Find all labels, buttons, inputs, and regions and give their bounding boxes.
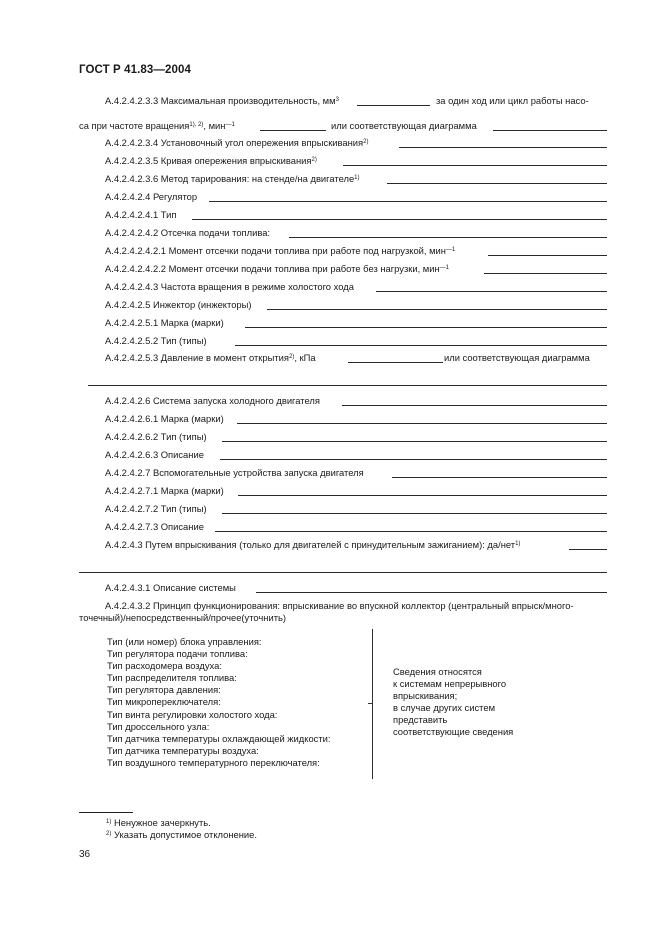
blank-line [235, 345, 607, 346]
item-fuel-cutoff: А.4.2.4.2.4.2 Отсечка подачи топлива: [105, 227, 271, 238]
footnote-1: $^{1)}$ Ненужное зачеркнуть. [106, 817, 211, 828]
side-note-line: в случае других систем [393, 702, 496, 714]
component-types-list [107, 636, 331, 769]
blank-line [342, 405, 607, 406]
item-injection-angle: А.4.2.4.2.3.4 Установочный угол опережения впрыскивания$^{2)}$ [105, 137, 369, 148]
item-operating-principle: А.4.2.4.3.2 Принцип функционирования: впрыскивание во впускной коллектор (центральный впрыск/много- [105, 600, 574, 611]
blank-line [237, 423, 607, 424]
blank-line [88, 385, 607, 386]
item-aux-make: А.4.2.4.2.7.1 Марка (марки) [105, 485, 224, 496]
item-opening-pressure: А.4.2.4.2.5.3 Давление в момент открытия$^{2)}$, кПа [105, 352, 316, 363]
item-regulator: А.4.2.4.2.4 Регулятор [105, 191, 198, 202]
blank-line [222, 513, 607, 514]
blank-line [220, 459, 607, 460]
item-rotation-speed: са при частоте вращения$^{1), 2)}$, мин$^{—1}$ [79, 120, 235, 131]
item-injection-method: А.4.2.4.3 Путем впрыскивания (только для двигателей с принудительным зажиганием): да/нет$^{1)}$ [105, 539, 521, 550]
item-cold-start-type: А.4.2.4.2.6.2 Тип (типы) [105, 431, 207, 442]
list-item: Тип распределителя топлива: [107, 672, 237, 684]
item-aux-description: А.4.2.4.2.7.3 Описание [105, 521, 204, 532]
item-cutoff-load: А.4.2.4.2.4.2.1 Момент отсечки подачи топлива при работе под нагрузкой, мин$^{—1}$ [105, 245, 456, 256]
blank-line [392, 477, 607, 478]
list-item: Тип винта регулировки холостого хода: [107, 708, 278, 720]
blank-line [399, 147, 607, 148]
blank-line [222, 441, 607, 442]
blank-line [348, 362, 443, 363]
item-regulator-type: А.4.2.4.2.4.1 Тип [105, 209, 177, 220]
list-item: Тип датчика температуры охлаждающей жидкости: [107, 732, 331, 744]
footnote-separator [79, 812, 133, 813]
brace-line [372, 629, 373, 779]
blank-line [343, 165, 607, 166]
document-header: ГОСТ Р 41.83—2004 [79, 64, 191, 76]
list-item: Тип регулятора подачи топлива: [107, 648, 248, 660]
list-item: Тип (или номер) блока управления: [107, 636, 262, 647]
blank-line [289, 237, 607, 238]
side-note-line: к системам непрерывного [393, 678, 507, 690]
side-note-line: Сведения относятся [393, 666, 482, 677]
brace-tick [368, 703, 372, 704]
blank-line [488, 255, 607, 256]
item-rotation-speed-cont: или соответствующая диаграмма [331, 120, 477, 131]
side-note [393, 666, 513, 739]
footnote-2: $^{2)}$ Указать допустимое отклонение. [106, 829, 257, 840]
blank-line [387, 183, 607, 184]
blank-line [357, 105, 430, 106]
item-aux-start-devices: А.4.2.4.2.7 Вспомогательные устройства запуска двигателя [105, 467, 364, 478]
item-cold-start-description: А.4.2.4.2.6.3 Описание [105, 449, 204, 460]
list-item: Тип датчика температуры воздуха: [107, 744, 259, 756]
item-opening-pressure-cont: или соответствующая диаграмма [444, 352, 590, 363]
blank-line [260, 130, 326, 131]
blank-line [484, 273, 607, 274]
blank-line [493, 130, 607, 131]
side-note-line: впрыскивания; [393, 690, 458, 702]
item-operating-principle-cont: точечный)/непосредственный/прочее(уточнить) [79, 612, 287, 623]
blank-line [192, 219, 607, 220]
list-item: Тип воздушного температурного переключателя: [107, 756, 320, 768]
blank-line [569, 549, 607, 550]
item-system-description: А.4.2.4.3.1 Описание системы [105, 582, 236, 593]
item-idle-speed: А.4.2.4.2.4.3 Частота вращения в режиме холостого хода [105, 281, 354, 292]
item-aux-type: А.4.2.4.2.7.2 Тип (типы) [105, 503, 207, 514]
item-injector-type: А.4.2.4.2.5.2 Тип (типы) [105, 335, 207, 346]
item-calibration-method: А.4.2.4.2.3.6 Метод тарирования: на стенде/на двигателе$^{1)}$ [105, 173, 360, 184]
side-note-line: представить [393, 714, 448, 726]
item-cold-start-make: А.4.2.4.2.6.1 Марка (марки) [105, 413, 224, 424]
item-max-capacity: А.4.2.4.2.3.3 Максимальная производительность, $мм^3$ [105, 95, 339, 106]
list-item: Тип микропереключателя: [107, 696, 221, 708]
page-number: 36 [79, 849, 91, 860]
blank-line [267, 309, 607, 310]
blank-line [256, 592, 607, 593]
item-cold-start-system: А.4.2.4.2.6 Система запуска холодного двигателя [105, 395, 320, 406]
blank-line [238, 495, 607, 496]
list-item: Тип дроссельного узла: [107, 720, 210, 732]
item-cutoff-noload: А.4.2.4.2.4.2.2 Момент отсечки подачи топлива при работе без нагрузки, мин$^{—1}$ [105, 263, 450, 274]
blank-line [79, 572, 607, 573]
item-injection-curve: А.4.2.4.2.3.5 Кривая опережения впрыскивания$^{2)}$ [105, 155, 317, 166]
blank-line [376, 291, 607, 292]
blank-line [245, 327, 607, 328]
list-item: Тип регулятора давления: [107, 684, 221, 696]
item-injector-make: А.4.2.4.2.5.1 Марка (марки) [105, 317, 224, 328]
side-note-line: соответствующие сведения [393, 726, 514, 738]
blank-line [209, 201, 607, 202]
blank-line [215, 531, 607, 532]
item-injectors: А.4.2.4.2.5 Инжектор (инжекторы) [105, 299, 252, 310]
list-item: Тип расходомера воздуха: [107, 660, 222, 672]
item-max-capacity-cont: за один ход или цикл работы насо- [436, 95, 589, 106]
